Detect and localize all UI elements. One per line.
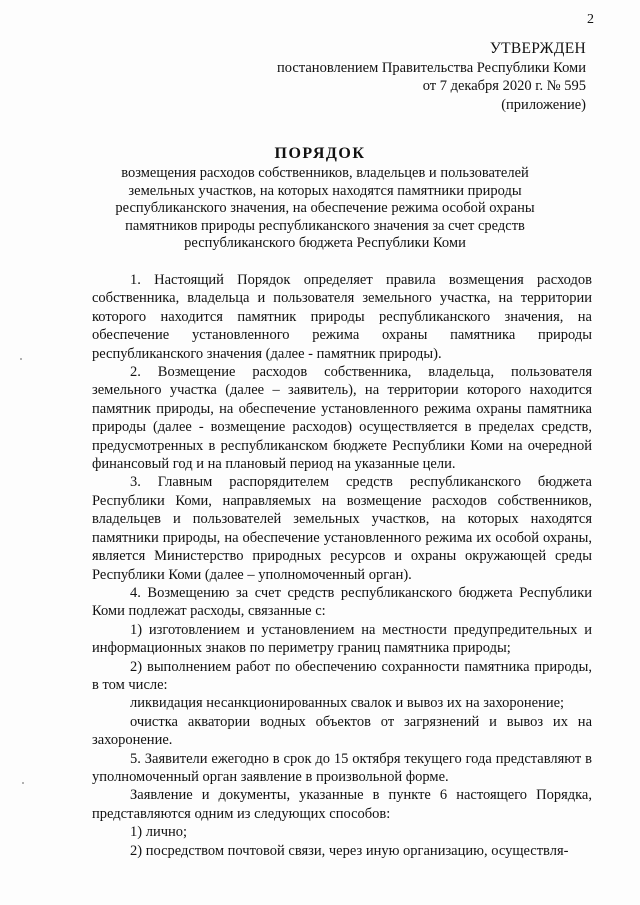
paragraph-1: 1. Настоящий Порядок определяет правила возмещения расходов собственника, владельца и пользователя земельного участка, на территории которого находится памятник природы республиканского значения, на обеспечение установленного режима охраны памятника природы республиканского значения (далее - памятник природы). [92, 272, 592, 362]
paragraph-4-item-2: 2) выполнением работ по обеспечению сохранности памятника природы, в том числе: [92, 658, 592, 693]
method-item-2: 2) посредством почтовой связи, через иную организацию, осуществля- [130, 842, 569, 859]
paragraph-4-item-2b: очистка акватории водных объектов от загрязнений и вывоз их на захоронение. [92, 713, 592, 749]
paragraph-5: 5. Заявители ежегодно в срок до 15 октября текущего года представляют в уполномоченный орган заявление в произвольной форме. [92, 750, 592, 785]
page-number: 2 [587, 12, 594, 27]
method-item-1: 1) лично; [130, 824, 188, 841]
paragraph-3: 3. Главным распорядителем средств республиканского бюджета Республики Коми, направляемых на возмещение расходов собственников, владельцев и пользователей земельных участков, на которых находятся памятники природы, на обеспечение установленного режима их особой охраны, является Министерство природных ресурсов и охраны окружающей среды Республики Коми (далее – уполномоченный орган). [92, 474, 592, 583]
approval-block [277, 40, 586, 114]
approval-line-1: постановлением Правительства Республики Коми [277, 59, 586, 76]
paragraph-4: 4. Возмещению за счет средств республиканского бюджета Республики Коми подлежат расходы, связанные с: [92, 584, 592, 620]
document-title: ПОРЯДОК [274, 145, 366, 162]
paragraph-4-item-1: 1) изготовлением и установлением на местности предупредительных и информационных знаков по периметру границ памятника природы; [92, 621, 592, 657]
paragraph-2: 2. Возмещение расходов собственника, владельца, пользователя земельного участка (далее – заявитель), на территории которого находится памятник природы, на обеспечение установленного режима охраны памятника природы (далее - возмещение расходов) осуществляется в пределах средств, предусмотренных в республиканском бюджете Республики Коми на очередной финансовый год и на плановый период на указанные цели. [92, 364, 592, 473]
approval-title: УТВЕРЖДЕН [489, 40, 586, 57]
scan-speck [20, 358, 22, 360]
approval-line-3: (приложение) [501, 96, 586, 113]
document-subtitle: возмещения расходов собственников, владельцев и пользователей земельных участков, на которых находятся памятники природы республиканского значения, на обеспечение режима особой охраны памятников природы республиканского значения за счет средств республиканского бюджета Республики Коми [115, 165, 535, 251]
approval-line-2: от 7 декабря 2020 г. № 595 [422, 78, 586, 94]
document-body [92, 271, 592, 860]
scan-speck [22, 782, 24, 784]
paragraph-5-methods: Заявление и документы, указанные в пункте 6 настоящего Порядка, представляются одним из следующих способов: [92, 787, 592, 822]
paragraph-4-item-2a: ликвидация несанкционированных свалок и вывоз их на захоронение; [130, 695, 565, 712]
